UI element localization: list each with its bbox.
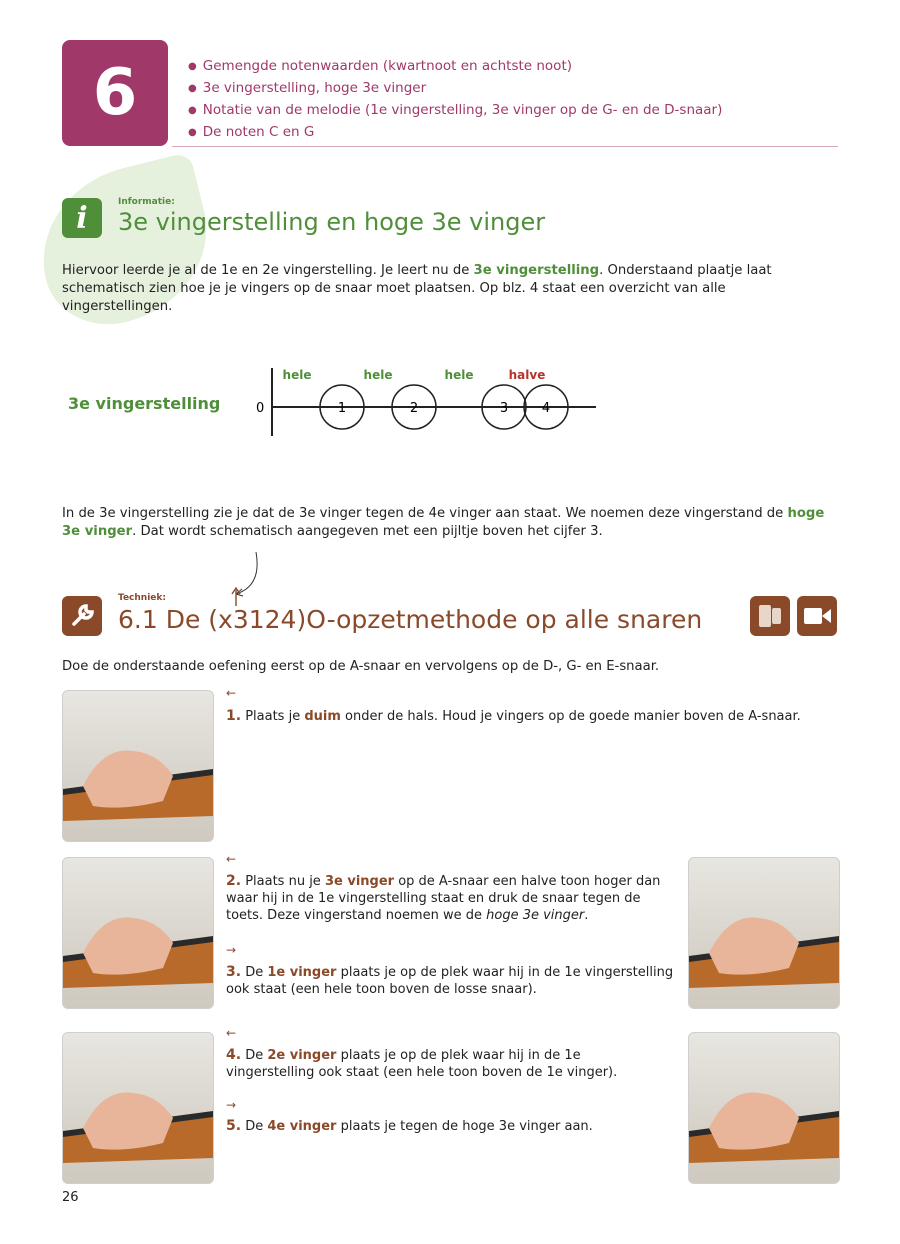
- technique-intro: Doe de onderstaande oefening eerst op de A-snaar en vervolgens op de D-, G- en E-snaar.: [62, 659, 660, 674]
- step-2: 2. Plaats nu je 3e vinger op de A-snaar een halve toon hoger dan waar hij in de 1e vingerstelling staat en druk de snaar tegen de toets. Deze vingerstand noemen we de hoge 3e vinger.: [226, 873, 661, 923]
- annotation-arrow: [222, 548, 272, 608]
- chapter-divider: [172, 146, 838, 147]
- interval-label: halve: [508, 368, 546, 382]
- finger-position-diagram: [250, 360, 610, 440]
- audio-icon[interactable]: [750, 596, 790, 636]
- finger-number: 1: [337, 401, 347, 416]
- highlight: hoge 3e vinger: [62, 506, 825, 539]
- info-paragraph-2: In de 3e vingerstelling zie je dat de 3e vinger tegen de 4e vinger aan staat. We noemen deze vingerstand de hoge 3e vinger. Dat wordt schematisch aangegeven met een pijltje boven het cijfer 3.: [62, 506, 825, 539]
- left-arrow-icon: ←: [226, 686, 237, 700]
- topic-item: ● Notatie van de melodie (1e vingerstelling, 3e vinger op de G- en de D-snaar): [188, 100, 722, 122]
- violin-photo: [62, 690, 214, 842]
- info-icon: i: [62, 198, 102, 238]
- chapter-number: 6: [62, 40, 168, 146]
- interval-label: hele: [363, 368, 393, 382]
- topic-item: ● 3e vingerstelling, hoge 3e vinger: [188, 78, 722, 100]
- technique-label: Techniek:: [118, 593, 166, 603]
- left-arrow-icon: ←: [226, 852, 237, 866]
- step-1: 1. Plaats je duim onder de hals. Houd je vingers op de goede manier boven de A-snaar.: [226, 708, 801, 724]
- violin-photo: [688, 857, 840, 1009]
- info-paragraph-1: Hiervoor leerde je al de 1e en 2e vingerstelling. Je leert nu de 3e vingerstelling. Onderstaand plaatje laat schematisch zien hoe je je vingers op de snaar moet plaatsen. Op blz. 4 staat een overzicht van alle vingerstellingen.: [62, 263, 772, 314]
- right-arrow-icon: →: [226, 943, 237, 957]
- violin-photo: [688, 1032, 840, 1184]
- highlight: 3e vingerstelling: [473, 263, 600, 278]
- violin-photo: [62, 857, 214, 1009]
- violin-photo: [62, 1032, 214, 1184]
- finger-number: 2: [409, 401, 419, 416]
- video-icon[interactable]: [797, 596, 837, 636]
- finger-number: 3: [499, 401, 509, 416]
- info-label: Informatie:: [118, 197, 175, 207]
- interval-label: hele: [282, 368, 312, 382]
- step-4: 4. De 2e vinger plaats je op de plek waar hij in de 1e vingerstelling ook staat (een hele toon boven de 1e vinger).: [226, 1047, 618, 1080]
- right-arrow-icon: →: [226, 1098, 237, 1112]
- open-string-label: 0: [256, 401, 265, 416]
- topic-item: ● De noten C en G: [188, 122, 722, 144]
- info-title: 3e vingerstelling en hoge 3e vinger: [118, 208, 546, 236]
- wrench-icon: [62, 596, 102, 636]
- diagram-label: 3e vingerstelling: [68, 394, 221, 413]
- interval-label: hele: [444, 368, 474, 382]
- step-3: 3. De 1e vinger plaats je op de plek waar hij in de 1e vingerstelling ook staat (een hele toon boven de losse snaar).: [226, 964, 674, 997]
- chapter-topics: [188, 56, 722, 144]
- technique-title: 6.1 De (x3124)O-opzetmethode op alle snaren: [118, 605, 703, 634]
- step-5: 5. De 4e vinger plaats je tegen de hoge 3e vinger aan.: [226, 1118, 593, 1134]
- topic-item: ● Gemengde notenwaarden (kwartnoot en achtste noot): [188, 56, 722, 78]
- left-arrow-icon: ←: [226, 1026, 237, 1040]
- finger-number: 4: [541, 401, 551, 416]
- page-number: 26: [62, 1190, 79, 1205]
